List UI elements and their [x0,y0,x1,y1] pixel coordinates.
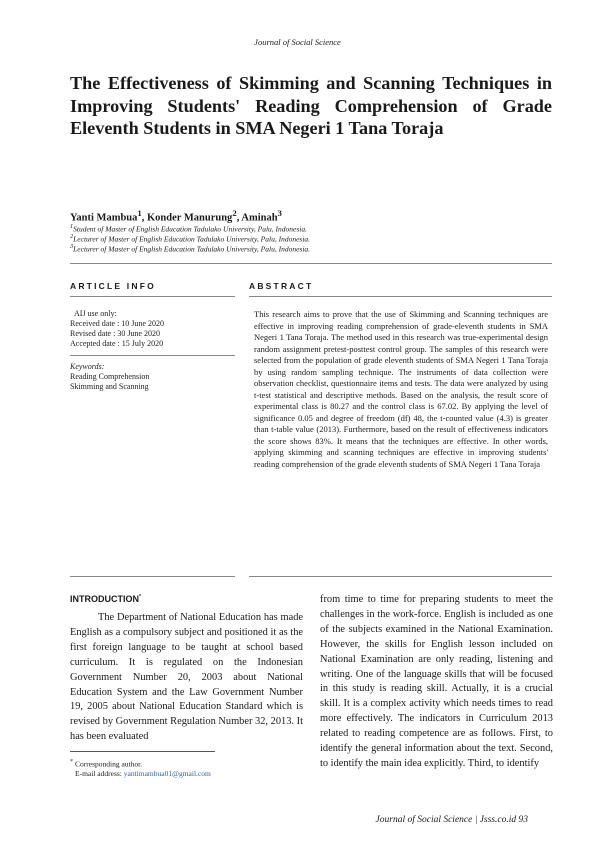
affiliation: $^3$Lecturer of Master of English Education Tadulako University, Palu, Indonesia. [70,243,311,254]
accepted-date: Accepted date : 15 July 2020 [70,339,164,348]
intro-left-column [70,611,303,745]
footnote-email: E-mail address: yantimambua01@gmail.com [75,769,211,778]
divider [249,576,552,577]
aij-use-label: AIJ use only: [74,309,117,318]
article-info-heading: ARTICLE INFO [70,281,156,291]
introduction-heading: INTRODUCTION* [70,594,141,604]
divider [70,296,235,297]
divider [70,263,552,264]
intro-paragraph: The Department of National Education has made English as a compulsory subject and positioned it as the first foreign language to be taught at school based curriculum. It is regulated on the Indonesian Government Number 20, 2003 about National Education System and the Law Government Number 19, 2005 about National Education Standard which is revised by Government Regulation Number 32, 2013. It has been evaluated [70,612,303,743]
divider [70,355,235,356]
received-date: Received date : 10 June 2020 [70,319,164,328]
author-sup: 1 [137,208,142,218]
author-sup: 2 [232,208,237,218]
keywords-label: Keywords: [70,362,105,371]
footnote-divider [70,751,215,752]
journal-header: Journal of Social Science [254,37,341,47]
keyword: Reading Comprehension [70,372,150,381]
divider [70,576,235,577]
keywords-block [70,362,149,392]
author-list: Yanti Mambua$^1$, Konder Manurung$^2$, Aminah$^3$ [70,208,282,224]
abstract-heading: ABSTRACT [249,281,314,291]
author-name: Konder Manurung [147,212,233,224]
affiliation: $^2$Lecturer of Master of English Education Tadulako University, Palu, Indonesia. [70,233,311,244]
paper-title: The Effectiveness of Skimming and Scanning Techniques in Improving Students' Reading Comprehension of Grade Eleventh Students in SMA Negeri 1 Tana Toraja [70,73,552,138]
revised-date: Revised date : 30 June 2020 [70,329,160,338]
intro-right-column [320,593,553,772]
author-name: Aminah [241,212,278,224]
article-info-dates [70,309,164,349]
author-name: Yanti Mambua [70,212,138,224]
author-sup: 3 [277,208,282,218]
keyword: Skimming and Scanning [70,382,149,391]
abstract-text: This research aims to prove that the use of Skimming and Scanning techniques are effective in improving reading comprehension of grade-eleventh students in SMA Negeri 1 Tana Toraja. The method used in this research was true-experimental design random assignment pretest-posttest control group. The samples of this research were selected from the population of grade eleventh students of SMA Negeri 1 Tana Toraja by using random sampling technique. The instruments of data collection were observation checklist, questionnaire items and tests. The data were analyzed by using t-test statistical and descriptive methods. Based on the analysis, the result score of experimental class is 80.27 and the control class is 67.02. By applying the level of significance 0.05 and degree of freedom (df) 48, the t-counted value (4.3) is greater than t-table value (2013). Furthermore, based on the result of effectiveness indicators the score shows 83%. It means that the techniques are effective. In other words, applying skimming and scanning techniques are effective in improving students' reading comprehension of the grade eleventh students of SMA Negeri 1 Tana Toraja [254,309,548,469]
footnote-corresponding: * Corresponding author. [70,758,143,769]
email-link[interactable]: yantimambua01@gmail.com [123,769,211,778]
affiliation: $^1$Student of Master of English Education Tadulako University, Palu, Indonesia. [70,223,307,234]
intro-paragraph: from time to time for preparing students to meet the challenges in the work-force. English is included as one of the subjects examined in the National Examination. However, the skills for English lesson included on National Examination are only reading, listening and writing. One of the language skills that will be focused in this study is reading skill. Actually, it is a crucial skill. It is a complex activity which needs times to read more effectively. The indicators in Curriculum 2013 related to reading competence are as follows. First, to identify the general information about the text. Second, to identify the main idea explicitly. Third, to identify [320,594,553,769]
page-footer: Journal of Social Science | Jsss.co.id 93 [375,815,528,825]
divider [249,296,552,297]
